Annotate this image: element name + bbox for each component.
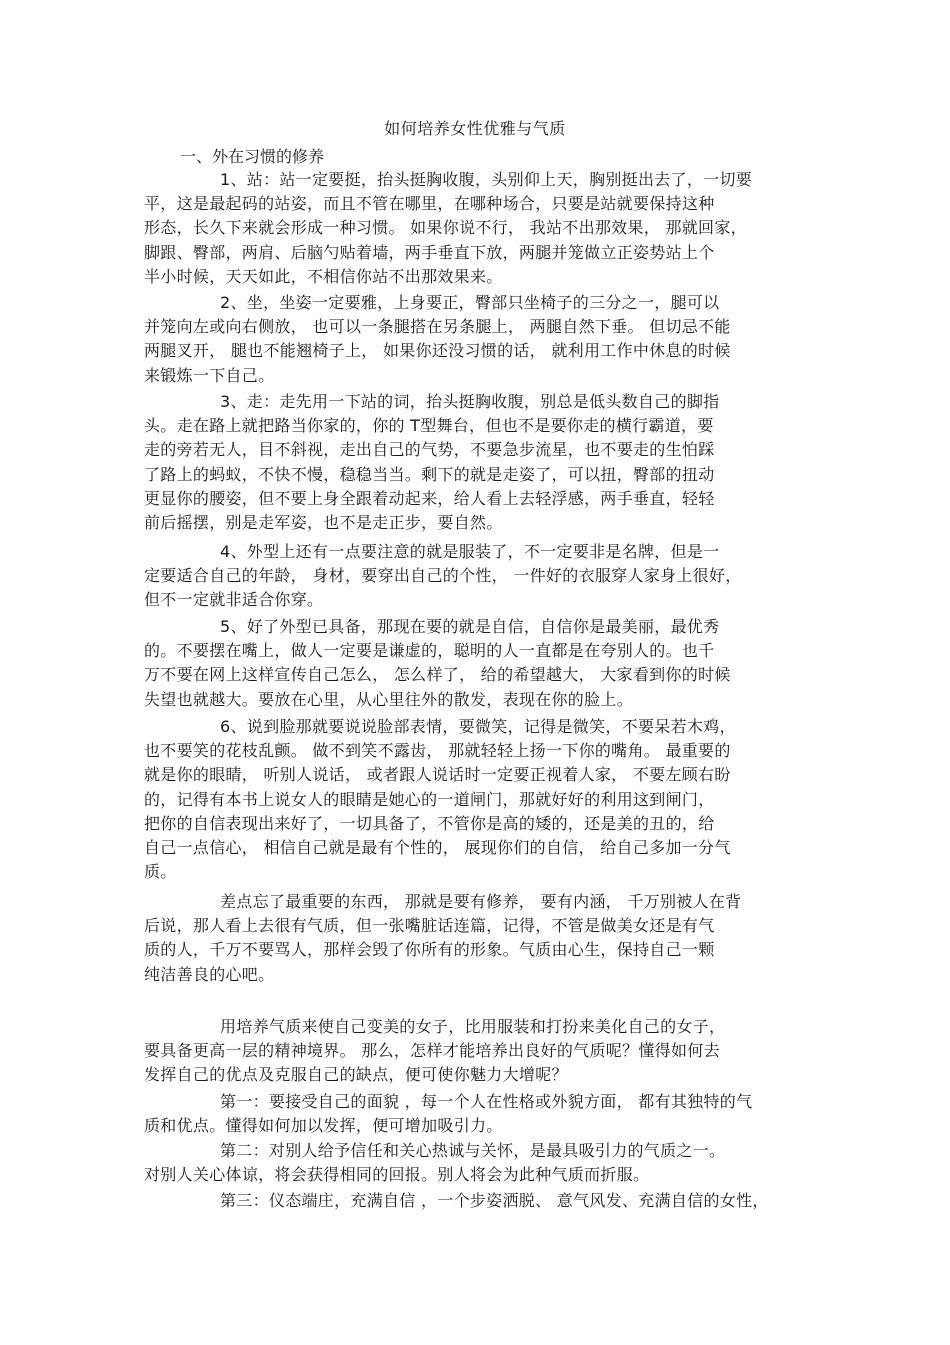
text-line: 的。不要摆在嘴上，做人一定要是谦虚的，聪明的人一直都是在夸别人的。也千 [144, 641, 715, 661]
paragraph-walk [144, 390, 804, 535]
paragraph-clothing [144, 540, 804, 613]
text-line: 也不要笑的花枝乱颤。 做不到笑不露齿， 那就轻轻上扬一下你的嘴角。 最重要的 [144, 741, 731, 761]
text-line: 的，记得有本书上说女人的眼睛是她心的一道闸门，那就好好的利用这到闸门， [144, 789, 715, 809]
paragraph-stand [144, 168, 804, 289]
text-line: 5、好了外型已具备，那现在要的就是自信，自信你是最美丽，最优秀 [220, 617, 720, 636]
text-line: 把你的自信表现出来好了，一切具备了，不管你是高的矮的，还是美的丑的，给 [144, 813, 715, 833]
text-line: 发挥自己的优点及克服自己的缺点，便可使你魅力大增呢？ [144, 1065, 568, 1085]
text-line: 4、外型上还有一点要注意的就是服装了，不一定要非是名牌，但是一 [220, 542, 720, 561]
text-line: 第三：仪态端庄，充满自信 ，一个步姿洒脱、 意气风发、充满自信的女性， [220, 1191, 769, 1210]
text-line: 要具备更高一层的精神境界。 那么，怎样才能培养出良好的气质呢？懂得如何去 [144, 1041, 720, 1061]
text-line: 走的旁若无人，目不斜视，走出自己的气势，不要急步流星，也不要走的生怕踩 [144, 440, 715, 460]
text-line: 两腿叉开， 腿也不能翘椅子上， 如果你还没习惯的话， 就利用工作中休息的时候 [144, 341, 731, 361]
text-line: 第二：对别人给予信任和关心热诚与关怀，是最具吸引力的气质之一。 [220, 1141, 726, 1160]
paragraph-point-two [144, 1139, 804, 1187]
text-line: 半小时候，天天如此，不相信你站不出那效果来。 [144, 266, 503, 286]
paragraph-point-three [144, 1189, 804, 1213]
text-line: 来锻炼一下自己。 [144, 365, 275, 385]
text-line: 前后摇摆，别是走军姿，也不是走正步，要自然。 [144, 513, 503, 533]
paragraph-cultivation [144, 890, 804, 987]
text-line: 自己一点信心， 相信自己就是最有个性的， 展现你们的自信， 给自己多加一分气 [144, 838, 731, 858]
text-line: 失望也就越大。要放在心里，从心里往外的散发，表现在你的脸上。 [144, 689, 634, 709]
text-line: 脚跟、臀部，两肩、后脑勺贴着墙，两手垂直下放，两腿并笼做立正姿势站上个 [144, 242, 715, 262]
text-line: 万不要在网上这样宣传自己怎么， 怎么样了， 给的希望越大， 大家看到你的时候 [144, 665, 731, 685]
text-line: 质和优点。懂得如何加以发挥，便可增加吸引力。 [144, 1116, 503, 1136]
text-line: 6、说到脸那就要说说脸部表情，要微笑，记得是微笑，不要呆若木鸡， [220, 717, 736, 736]
paragraph-point-one [144, 1090, 804, 1138]
text-line: 更显你的腰姿，但不要上身全跟着动起来，给人看上去轻浮感，两手垂直，轻轻 [144, 488, 715, 508]
text-line: 了路上的蚂蚁，不快不慢，稳稳当当。剩下的就是走姿了，可以扭，臀部的扭动 [144, 464, 715, 484]
text-line: 头。走在路上就把路当你家的，你的 T型舞台，但也不是要你走的横行霸道，要 [144, 416, 714, 436]
paragraph-face [144, 715, 804, 884]
paragraph-sit [144, 291, 804, 388]
text-line: 2、坐，坐姿一定要雅，上身要正，臀部只坐椅子的三分之一，腿可以 [220, 293, 720, 312]
text-line: 并笼向左或向右侧放， 也可以一条腿搭在另条腿上， 两腿自然下垂。 但切忌不能 [144, 317, 731, 337]
text-line: 质。 [144, 862, 177, 882]
section-heading: 一、外在习惯的修养 [180, 147, 325, 166]
paragraph-temperament-intro [144, 1015, 804, 1088]
text-line: 平，这是最起码的站姿，而且不管在哪里，在哪种场合，只要是站就要保持这种 [144, 194, 715, 214]
text-line: 后说，那人看上去很有气质，但一张嘴脏话连篇，记得，不管是做美女还是有气 [144, 916, 715, 936]
text-line: 形态，长久下来就会形成一种习惯。 如果你说不行， 我站不出那效果， 那就回家， [144, 218, 747, 238]
text-line: 但不一定就非适合你穿。 [144, 590, 324, 610]
text-line: 定要适合自己的年龄， 身材，要穿出自己的个性， 一件好的衣服穿人家身上很好， [144, 566, 742, 586]
paragraph-confidence [144, 615, 804, 712]
text-line: 3、走：走先用一下站的词，抬头挺胸收腹，别总是低头数自己的脚指 [220, 392, 720, 411]
text-line: 对别人关心体谅，将会获得相同的回报。别人将会为此种气质而折服。 [144, 1165, 650, 1185]
text-line: 1、站：站一定要挺，抬头挺胸收腹，头别仰上天，胸别挺出去了，一切要 [220, 170, 753, 189]
document-title: 如何培养女性优雅与气质 [384, 119, 566, 138]
text-line: 用培养气质来使自己变美的女子，比用服装和打扮来美化自己的女子， [220, 1017, 726, 1036]
text-line: 第一：要接受自己的面貌 ，每一个人在性格或外貌方面， 都有其独特的气 [220, 1092, 753, 1111]
text-line: 就是你的眼睛， 听别人说话， 或者跟人说话时一定要正视着人家， 不要左顾右盼 [144, 765, 731, 785]
text-line: 纯洁善良的心吧。 [144, 964, 275, 984]
text-line: 质的人，千万不要骂人，那样会毁了你所有的形象。气质由心生，保持自己一颗 [144, 940, 715, 960]
text-line: 差点忘了最重要的东西， 那就是要有修养， 要有内涵， 千万别被人在背 [220, 892, 742, 911]
